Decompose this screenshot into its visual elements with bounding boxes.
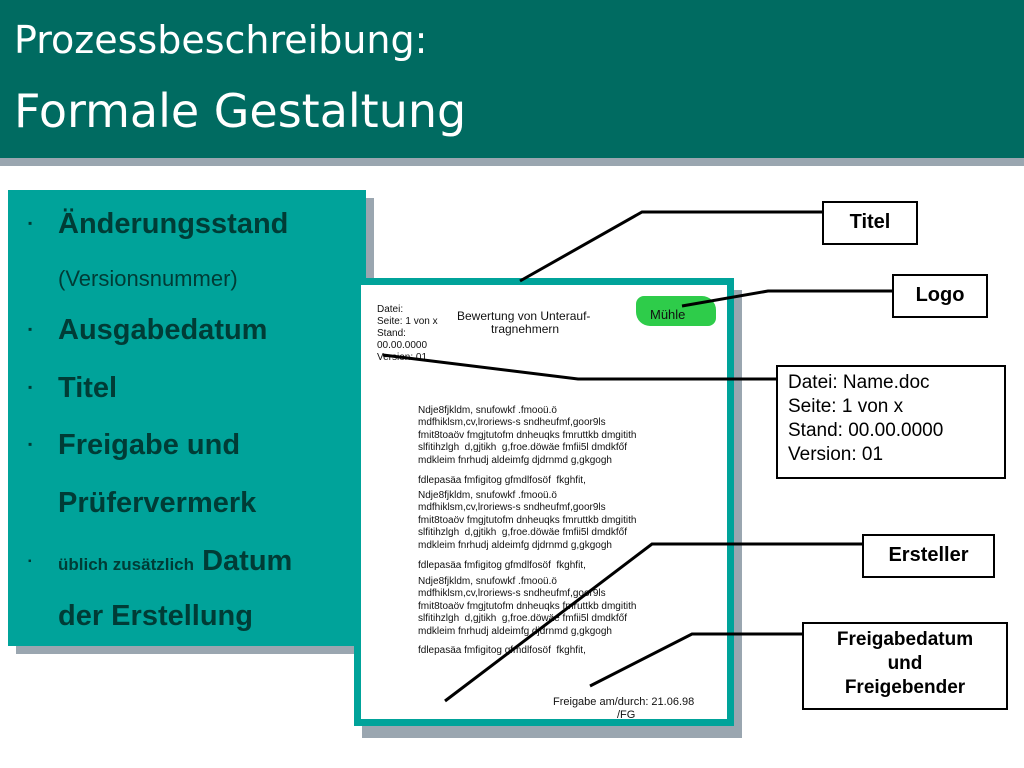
doc-body-closing-1: fdlepasäa fmfigitog gfmdlfosöf fkghfit, <box>418 475 586 486</box>
connector-ersteller <box>445 544 862 701</box>
callout-freigabe-line-2: und <box>887 653 923 674</box>
callout-seite-line: Seite: 1 von x <box>788 396 904 417</box>
callout-ersteller-label: Ersteller <box>888 544 969 566</box>
doc-meta-stand: Stand: <box>377 328 406 339</box>
doc-body-paragraph-2: Ndje8fjkldm, snufowkf .fmooü.ö mdfhiklsm,cv,lroriews-s sndheufmf,goor9ls fmit8toaöv fmgjtutofm dnheuqks fmruttkb dmgitith slfitihzlgh d,gjtikh g,froe.döwäe fmfii5l dmdkfőf mdkleim fnrhudj aldeimfg djdrnmd g,gkgogh <box>418 490 637 551</box>
doc-meta-datei: Datei: <box>377 304 404 315</box>
bullet-square-icon: ▪ <box>28 437 33 451</box>
bullet-datum-text: Datum <box>202 545 293 577</box>
doc-meta-seite: Seite: 1 von x <box>377 316 438 327</box>
bullet-subtext-versionsnummer: (Versionsnummer) <box>58 266 238 291</box>
bullet-ausgabedatum: Ausgabedatum <box>58 314 268 346</box>
callout-titel-label: Titel <box>849 211 891 233</box>
doc-meta-date: 00.00.0000 <box>377 340 428 351</box>
connector-logo <box>682 291 892 306</box>
doc-meta-version: Version: 01 <box>377 352 428 363</box>
doc-footer-initials: /FG <box>617 709 636 721</box>
callout-datei-info <box>776 365 1006 479</box>
bullet-aenderungsstand: Änderungsstand <box>58 208 289 240</box>
callout-logo-label: Logo <box>915 284 965 306</box>
bullet-titel: Titel <box>58 372 118 404</box>
doc-body-closing-3: fdlepasäa fmfigitog gfmdlfosöf fkghfit, <box>418 645 586 656</box>
doc-title-line-1: Bewertung von Unterauf- <box>457 309 591 323</box>
doc-body-paragraph-1: Ndje8fjkldm, snufowkf .fmooü.ö mdfhiklsm,cv,lroriews-s sndheufmf,goor9ls fmit8toaöv fmgjtutofm dnheuqks fmruttkb dmgitith slfitihzlgh d,gjtikh g,froe.döwäe fmfii5l dmdkfőf mdkleim fnrhudj aldeimfg djdrnmd g,gkgogh <box>418 405 637 466</box>
callout-freigabe-line-1: Freigabedatum <box>836 629 974 650</box>
bullet-square-icon: ▪ <box>28 322 33 336</box>
doc-body-closing-2: fdlepasäa fmfigitog gfmdlfosöf fkghfit, <box>418 560 586 571</box>
doc-footer-freigabe: Freigabe am/durch: 21.06.98 <box>553 696 695 708</box>
callout-stand-line: Stand: 00.00.0000 <box>788 420 944 441</box>
bullet-square-icon: ▪ <box>28 380 33 394</box>
callout-ersteller <box>862 534 995 578</box>
bullet-pruefervermerk: Prüfervermerk <box>58 487 257 519</box>
callout-datei-line: Datei: Name.doc <box>788 372 930 393</box>
doc-logo-text: Mühle <box>650 307 686 322</box>
callout-logo <box>892 274 988 318</box>
bullet-der-erstellung: der Erstellung <box>58 600 253 632</box>
connector-freigabe <box>590 634 802 686</box>
slide-title-line-2: Formale Gestaltung <box>14 84 467 138</box>
callout-version-line: Version: 01 <box>788 444 884 465</box>
doc-title-line-2: tragnehmern <box>491 322 560 336</box>
connector-titel <box>520 212 822 281</box>
bullet-square-icon: ▪ <box>28 216 33 230</box>
bullet-square-icon: ▪ <box>28 556 32 567</box>
callout-titel <box>822 201 918 245</box>
callout-freigabe-line-3: Freigebender <box>844 677 966 698</box>
callout-freigabe <box>802 622 1008 710</box>
doc-body-paragraph-3: Ndje8fjkldm, snufowkf .fmooü.ö mdfhiklsm,cv,lroriews-s sndheufmf,goor9ls fmit8toaöv fmgjtutofm dnheuqks fmruttkb dmgitith slfitihzlgh d,gjtikh g,froe.döwäe fmfii5l dmdkfőf mdkleim fnrhudj aldeimfg djdrnmd g,gkgogh <box>418 576 637 637</box>
slide-title-line-1: Prozessbeschreibung: <box>14 18 428 62</box>
bullet-freigabe-und: Freigabe und <box>58 429 241 461</box>
connector-datei <box>383 355 776 379</box>
bullet-ueblich-zusaetzlich-text: üblich zusätzlich <box>58 555 195 574</box>
